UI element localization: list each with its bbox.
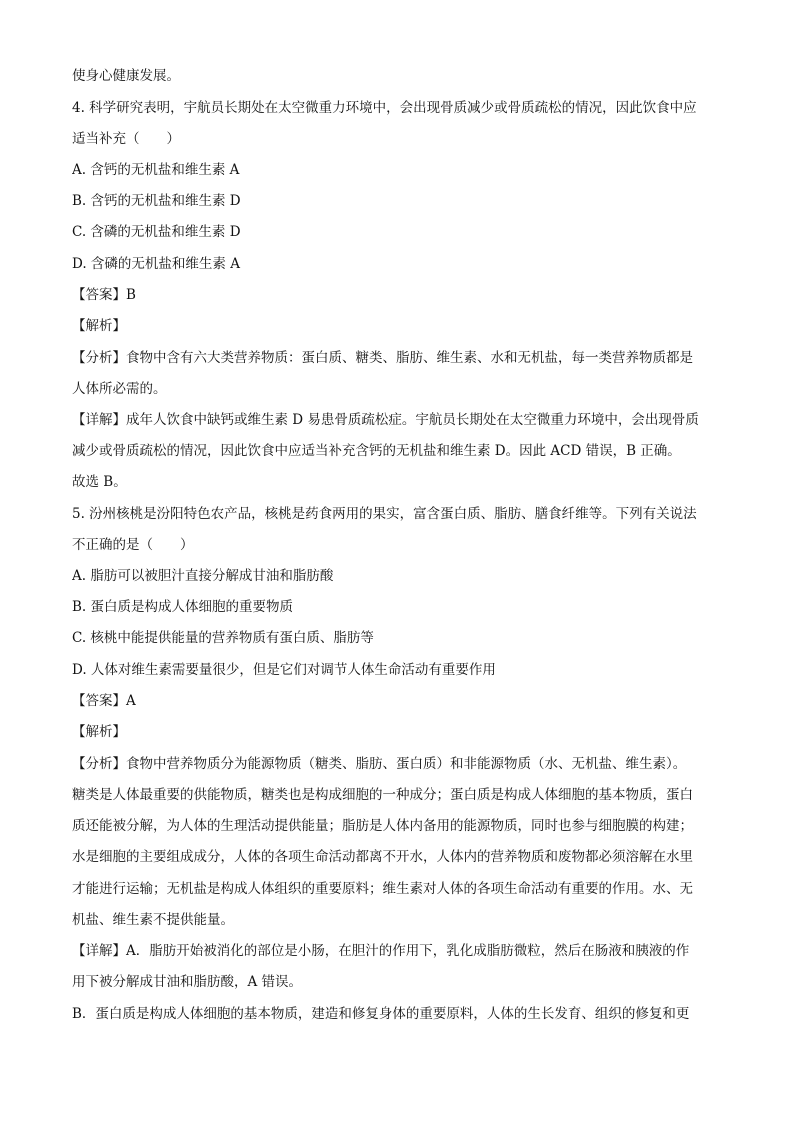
q5-analysis-heading: 【解析】 [72,724,126,740]
q4-option-d: D. 含磷的无机盐和维生素 A [72,256,240,272]
q5-analysis-cont-5: 机盐、维生素不提供能量。 [72,912,234,928]
q5-option-d: D. 人体对维生素需要量很少，但是它们对调节人体生命活动有重要作用 [72,662,496,678]
q5-answer: 【答案】A [72,693,136,709]
q5-option-b: B. 蛋白质是构成人体细胞的重要物质 [72,599,294,615]
q4-option-c: C. 含磷的无机盐和维生素 D [72,224,241,240]
q5-analysis-cont-1: 糖类是人体最重要的供能物质，糖类也是构成细胞的一种成分；蛋白质是构成人体细胞的基本物质，蛋白 [72,787,693,803]
q4-analysis-heading: 【解析】 [72,318,126,334]
question-4-stem: 4. 科学研究表明，宇航员长期处在太空微重力环境中，会出现骨质减少或骨质疏松的情况，因此饮食中应 [72,100,697,116]
q5-analysis-cont-4: 才能进行运输；无机盐是构成人体组织的重要原料；维生素对人体的各项生命活动有重要的作用。水、无 [72,881,693,897]
q5-option-c: C. 核桃中能提供能量的营养物质有蛋白质、脂肪等 [72,630,374,646]
q4-detail: 【详解】成年人饮食中缺钙或维生素 D 易患骨质疏松症。宇航员长期处在太空微重力环境中，会出现骨质 [72,412,699,428]
q4-option-b: B. 含钙的无机盐和维生素 D [72,193,241,209]
question-4-stem-cont: 适当补充（ ） [72,131,180,147]
q4-analysis: 【分析】食物中含有六大类营养物质：蛋白质、糖类、脂肪、维生素、水和无机盐，每一类营养物质都是 [72,350,693,366]
q4-answer: 【答案】B [72,287,136,303]
q5-detail-b: B．蛋白质是构成人体细胞的基本物质，建造和修复身体的重要原料，人体的生长发育、组织的修复和更 [72,1006,690,1022]
q5-analysis-cont-2: 质还能被分解，为人体的生理活动提供能量；脂肪是人体内备用的能源物质，同时也参与细胞膜的构建； [72,818,693,834]
question-5-stem: 5. 汾州核桃是汾阳特色农产品，核桃是药食两用的果实，富含蛋白质、脂肪、膳食纤维等。下列有关说法 [72,506,697,522]
q4-analysis-cont: 人体所必需的。 [72,381,167,397]
text-line: 使身心健康发展。 [72,68,180,84]
q4-detail-cont: 减少或骨质疏松的情况，因此饮食中应适当补充含钙的无机盐和维生素 D。因此 ACD 错误，B 正确。 [72,443,681,459]
q5-analysis-cont-3: 水是细胞的主要组成成分，人体的各项生命活动都离不开水，人体内的营养物质和废物都必须溶解在水里 [72,849,693,865]
q4-choice: 故选 B。 [72,474,127,490]
q5-detail-a-cont: 用下被分解成甘油和脂肪酸，A 错误。 [72,974,303,990]
q5-detail-a: 【详解】A．脂肪开始被消化的部位是小肠，在胆汁的作用下，乳化成脂肪微粒，然后在肠液和胰液的作 [72,943,690,959]
question-5-stem-cont: 不正确的是（ ） [72,537,194,553]
q4-option-a: A. 含钙的无机盐和维生素 A [72,162,240,178]
q5-analysis: 【分析】食物中营养物质分为能源物质（糖类、脂肪、蛋白质）和非能源物质（水、无机盐、维生素）。 [72,756,687,772]
q5-option-a: A. 脂肪可以被胆汁直接分解成甘油和脂肪酸 [72,568,334,584]
